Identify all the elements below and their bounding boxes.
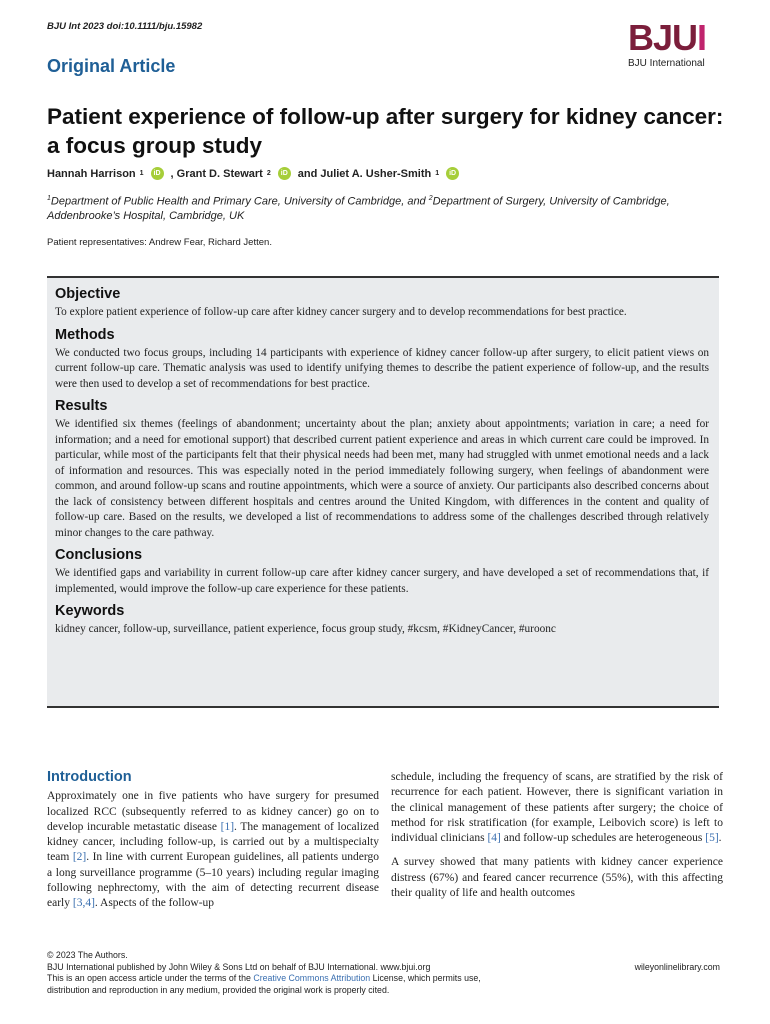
logo-subtitle: BJU International [628, 58, 705, 69]
conclusions-text: We identified gaps and variability in current follow-up care after kidney cancer surgery, and have developed a set of recommendations that, if implemented, would improve the follow-up care experience for these patients. [55, 567, 709, 595]
affiliations [47, 192, 727, 223]
journal-logo[interactable] [628, 17, 723, 76]
reference-link[interactable]: [1] [220, 820, 235, 833]
site-link[interactable]: wileyonlinelibrary.com [634, 961, 720, 972]
publisher-line: BJU International published by John Wiley & Sons Ltd on behalf of BJU International. www.bjui.org [47, 961, 431, 972]
license-line: distribution and reproduction in any medium, provided the original work is properly cited. [47, 984, 390, 995]
affiliation-text: Department of Surgery, University of Cambridge, Addenbrooke’s Hospital, Cambridge, UK [47, 195, 670, 222]
license-line [47, 973, 720, 985]
page-footer [47, 950, 720, 996]
keywords-heading: Keywords [55, 603, 125, 619]
methods-text: We conducted two focus groups, including 14 participants with experience of kidney cancer follow-up after surgery, to elicit patient views on current follow-up care. Thematic analysis was used to identify unifying themes to describe the patient experience of follow-up, and the results were then used to develop a set of recommendations for best practice. [55, 346, 709, 390]
results-heading: Results [55, 398, 108, 414]
author-name: Hannah Harrison [47, 167, 136, 180]
reference-link[interactable]: [2] [72, 851, 87, 864]
article-title: Patient experience of follow-up after surgery for kidney cancer: a focus group study [47, 104, 724, 158]
affiliation-text: Department of Public Health and Primary Care, University of Cambridge, and [50, 195, 429, 208]
affiliation-superscript: 1 [47, 195, 51, 202]
abstract-box [47, 276, 719, 708]
logo-letter-i: I [697, 17, 707, 58]
reference-link[interactable]: [4] [487, 832, 501, 845]
section-label: Original Article [47, 56, 176, 76]
intro-paragraph [391, 770, 723, 846]
methods-heading: Methods [55, 326, 115, 343]
introduction-heading: Introduction [47, 769, 132, 785]
right-column [391, 770, 723, 910]
author-superscript: 1 [435, 170, 440, 177]
body-text: . [718, 832, 722, 845]
author-line [47, 167, 462, 180]
intro-paragraph [47, 789, 379, 911]
intro-paragraph: A survey showed that many patients with kidney cancer experience distress (67%) and feared cancer recurrence (55%), with this affecting their quality of life and health outcomes [391, 856, 723, 900]
author-superscript: 2 [266, 170, 271, 177]
body-text: and follow-up schedules are heterogeneous [500, 832, 706, 845]
conclusions-heading: Conclusions [55, 547, 143, 563]
affiliation-superscript: 2 [428, 195, 433, 202]
reference-link[interactable]: [3,4] [72, 897, 95, 910]
left-column [47, 770, 379, 921]
author-name: and Juliet A. Usher-Smith [297, 167, 432, 180]
objective-text: To explore patient experience of follow-up care after kidney cancer surgery and to develop recommendations for best practice. [55, 306, 627, 318]
author-name: , Grant D. Stewart [170, 167, 263, 180]
orcid-icon[interactable]: iD [278, 167, 291, 180]
orcid-icon[interactable]: iD [446, 167, 459, 180]
results-text: We identified six themes (feelings of abandonment; uncertainty about the plan; anxiety about appointments; variation in care; a need for information; and a need for emotional support) that described current patient experience and areas in which current care could be improved. In particular, while most of the participants felt that their physical needs had been met, many had struggled with unmet emotional needs and a lack of information and resources. This was especially noted in the period immediately following surgery, when feelings of abandonment were common, and around follow-up scans and routine appointments, which were a source of anxiety. Our participants also described concerns about the lack of consistency between different hospitals and centres around the United Kingdom, with differences in the content and quality of follow-up care. Based on the results, we developed a list of recommendations to address some of the challenges described through relatively minor changes to the care pathway. [55, 418, 709, 539]
body-text: . The management of localized kidney cancer, including follow-up, is carried out by a multispecialty team [47, 820, 379, 864]
body-text: Approximately one in five patients who have surgery for presumed localized RCC (subsequently referred to as kidney cancer) go on to develop incurable metastatic disease [47, 790, 379, 833]
logo-wordmark [628, 17, 723, 58]
body-text: . In line with current European guidelines, all patients undergo a long surveillance programme (5–10 years) including regular imaging following nephrectomy, with the aim of detecting recurrent disease early [47, 851, 379, 910]
reference-link[interactable]: [5] [705, 832, 719, 845]
logo-letters: BJU [628, 17, 698, 58]
license-link[interactable]: Creative Commons Attribution [253, 973, 371, 983]
license-text: License, which permits use, [370, 973, 481, 983]
body-text: schedule, including the frequency of scans, are stratified by the risk of recurrence for each patient. However, there is significant variation in the clinical management of these patients after surgery; the choice of method for risk stratification (for example, Leibovich score) is left to individual clinicians [391, 771, 723, 845]
journal-citation: BJU Int 2023 doi:10.1111/bju.15982 [47, 21, 203, 32]
orcid-icon[interactable]: iD [151, 167, 164, 180]
body-text: . Aspects of the follow-up [94, 897, 215, 910]
author-superscript: 1 [139, 170, 144, 177]
license-text: This is an open access article under the terms of the [47, 973, 254, 983]
patient-representatives: Patient representatives: Andrew Fear, Richard Jetten. [47, 237, 272, 248]
keywords-text: kidney cancer, follow-up, surveillance, patient experience, focus group study, #kcsm, #KidneyCancer, #uroonc [55, 623, 556, 635]
copyright-line: © 2023 The Authors. [47, 950, 128, 960]
objective-heading: Objective [55, 286, 121, 302]
